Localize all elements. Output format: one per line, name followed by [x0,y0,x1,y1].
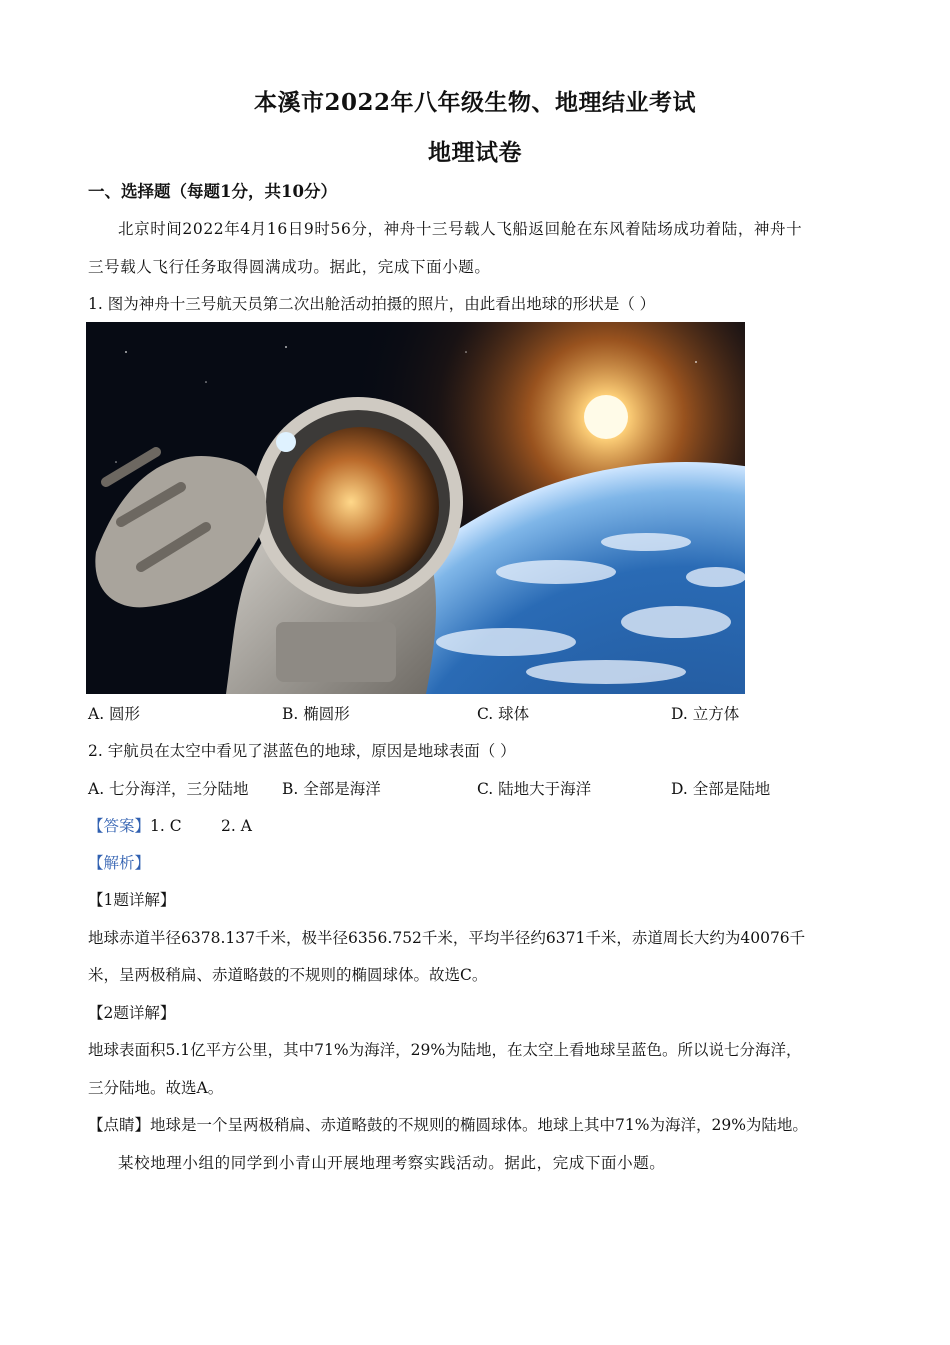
detail-1-line-2: 米，呈两极稍扁、赤道略鼓的不规则的椭圆球体。故选C。 [88,966,488,984]
detail-2-label: 【2题详解】 [88,1004,176,1022]
q2-option-a: A. 七分海洋，三分陆地 [88,780,249,798]
answer-row [88,816,868,836]
answer-text: 1. C 2. A [150,817,252,835]
note-label: 【点睛】 [88,1116,151,1134]
astronaut-earth-photo [86,322,745,694]
question-1: 1. 图为神舟十三号航天员第二次出舱活动拍摄的照片，由此看出地球的形状是（ ） [88,295,656,313]
exam-title: 本溪市2022年八年级生物、地理结业考试 [253,89,696,116]
q1-option-c: C. 球体 [477,705,530,723]
note-text: 地球是一个呈两极稍扁、赤道略鼓的不规则的椭圆球体。地球上其中71%为海洋，29%为陆地。 [150,1116,808,1134]
q1-option-d: D. 立方体 [671,705,740,723]
q2-option-d: D. 全部是陆地 [671,780,771,798]
analysis-label: 【解析】 [88,854,151,872]
detail-1-line-1: 地球赤道半径6378.137千米，极半径6356.752千米，平均半径约6371千米，赤道周长大约为40076千 [88,929,806,947]
note-row [88,1115,868,1135]
next-question-intro: 某校地理小组的同学到小青山开展地理考察实践活动。据此，完成下面小题。 [118,1154,666,1172]
exam-subtitle: 地理试卷 [428,139,522,166]
intro-line-2: 三号载人飞行任务取得圆满成功。据此，完成下面小题。 [88,258,491,276]
detail-2-line-2: 三分陆地。故选A。 [88,1079,224,1097]
q2-option-b: B. 全部是海洋 [282,780,381,798]
q1-option-b: B. 椭圆形 [282,705,350,723]
detail-1-label: 【1题详解】 [88,891,176,909]
q2-option-c: C. 陆地大于海洋 [477,780,592,798]
intro-line-1: 北京时间2022年4月16日9时56分，神舟十三号载人飞船返回舱在东风着陆场成功着陆，神舟十 [118,220,803,238]
answer-label: 【答案】 [88,817,151,835]
question-2: 2. 宇航员在太空中看见了湛蓝色的地球，原因是地球表面（ ） [88,742,516,760]
detail-2-line-1: 地球表面积5.1亿平方公里，其中71%为海洋，29%为陆地，在太空上看地球呈蓝色。所以说七分海洋， [88,1041,802,1059]
q1-option-a: A. 圆形 [88,705,141,723]
section-heading: 一、选择题（每题1分，共10分） [88,182,337,201]
